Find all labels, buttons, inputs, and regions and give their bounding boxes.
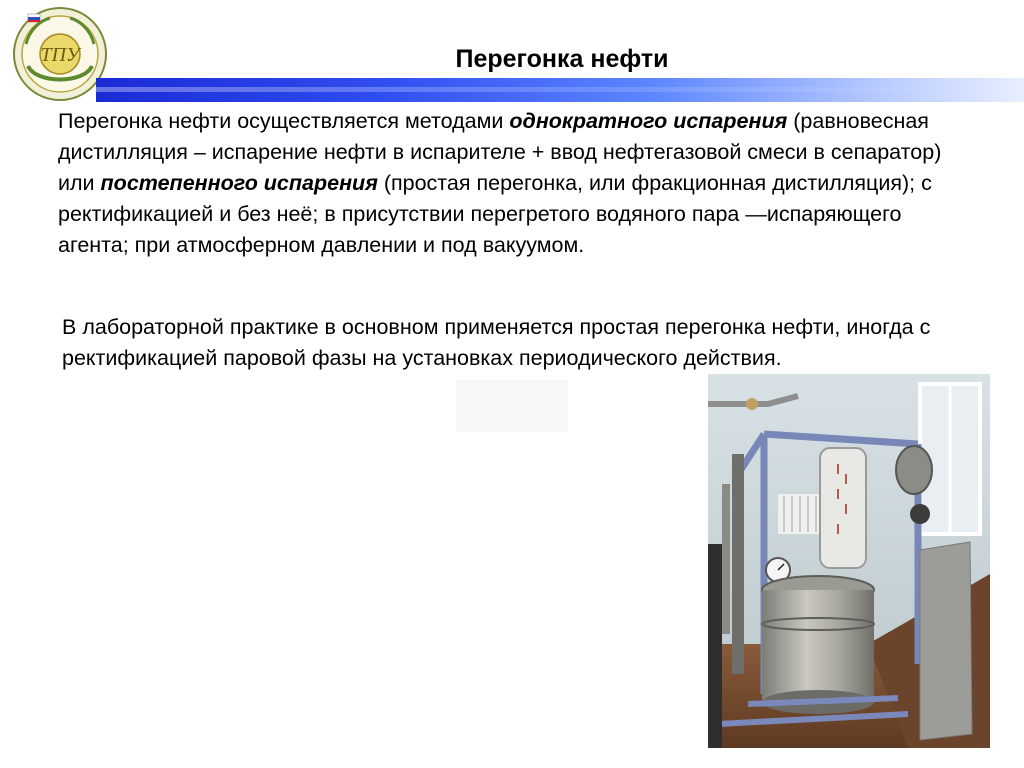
paragraph-distillation-methods bbox=[58, 106, 968, 261]
distillation-apparatus-photo-icon bbox=[708, 374, 990, 748]
paragraph1-text-b: (равновесная дистилляция – испарение нефти в испарителе + ввод нефтегазовой смеси в сепаратор) или bbox=[58, 109, 942, 195]
paragraph1-emphasis-gradual-evaporation: постепенного испарения bbox=[100, 171, 378, 195]
svg-text:ТПУ: ТПУ bbox=[40, 44, 80, 66]
slide-title: Перегонка нефти bbox=[455, 44, 669, 73]
faint-placeholder-rect bbox=[456, 380, 568, 432]
paragraph1-text-c: (простая перегонка, или фракционная дистилляция); с ректификацией и без неё; в присутствии перегретого водяного пара —испаряющего агента; при атмосферном давлении и под вакуумом. bbox=[58, 171, 932, 257]
paragraph1-emphasis-single-evaporation: однократного испарения bbox=[509, 109, 788, 133]
paragraph1-text-a: Перегонка нефти осуществляется методами bbox=[58, 109, 510, 133]
distillation-apparatus-photo bbox=[708, 374, 990, 748]
title-accent-bar bbox=[96, 78, 1024, 102]
paragraph-lab-practice: В лабораторной практике в основном применяется простая перегонка нефти, иногда с ректификацией паровой фазы на установках периодического действия. bbox=[62, 315, 931, 370]
